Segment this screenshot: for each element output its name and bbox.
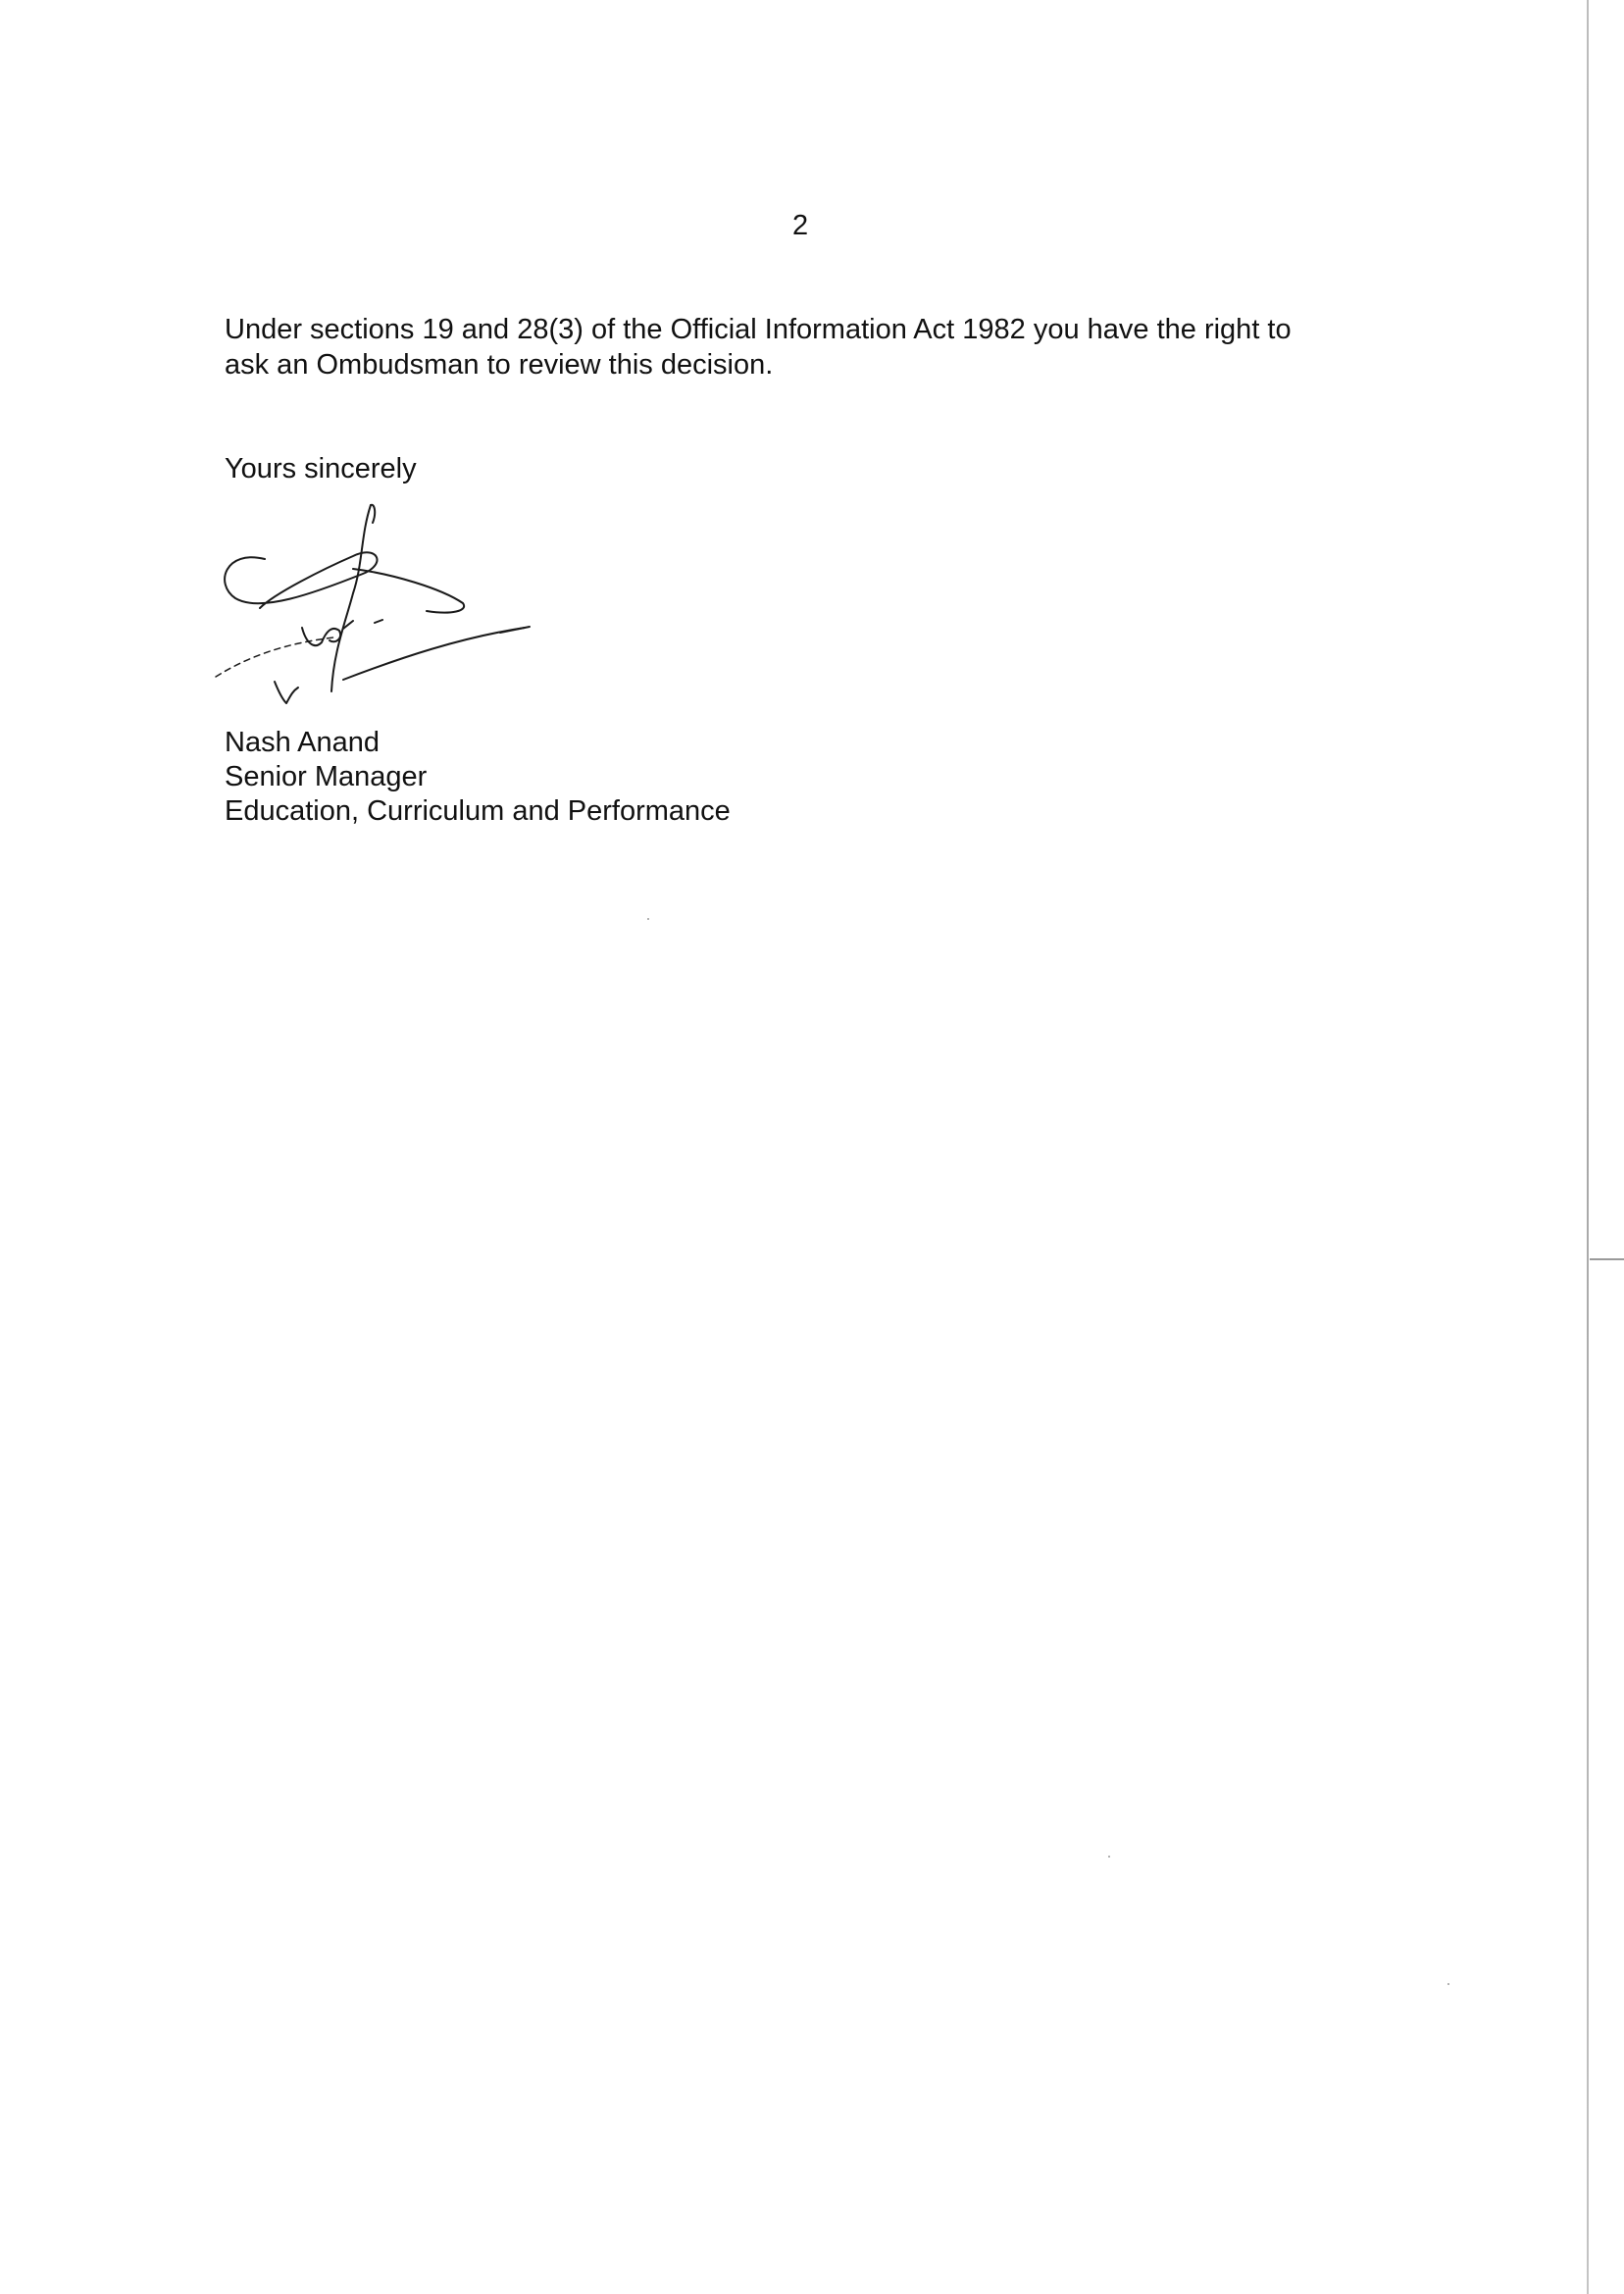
paragraph-line: ask an Ombudsman to review this decision. [225, 349, 774, 381]
scan-speck [647, 918, 649, 920]
signatory-name: Nash Anand [225, 727, 381, 758]
body-paragraph [225, 312, 1401, 382]
paragraph-line: Under sections 19 and 28(3) of the Official Information Act 1982 you have the right to [225, 314, 1292, 345]
signatory-title: Senior Manager [225, 761, 428, 792]
closing-salutation: Yours sincerely [225, 453, 417, 484]
scan-speck [1108, 1856, 1110, 1858]
scan-speck [1447, 1983, 1449, 1985]
scan-edge-line [1587, 0, 1589, 2294]
signatory-block [225, 726, 731, 829]
signatory-department: Education, Curriculum and Performance [225, 795, 731, 827]
scan-edge-mark [1590, 1258, 1624, 1260]
page-number: 2 [792, 210, 809, 241]
handwritten-signature [206, 495, 539, 721]
